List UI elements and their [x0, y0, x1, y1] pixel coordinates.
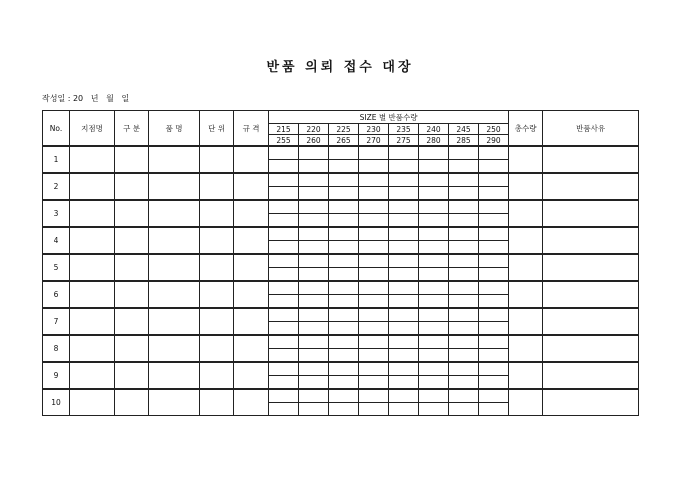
size-qty-cell[interactable] — [359, 308, 389, 322]
size-qty-cell[interactable] — [329, 214, 359, 228]
size-qty-cell[interactable] — [389, 281, 419, 295]
size-qty-cell[interactable] — [269, 214, 299, 228]
size-qty-cell[interactable] — [329, 362, 359, 376]
size-qty-cell[interactable] — [479, 389, 509, 403]
size-qty-cell[interactable] — [359, 160, 389, 174]
total-cell[interactable] — [509, 389, 543, 416]
size-qty-cell[interactable] — [299, 160, 329, 174]
size-qty-cell[interactable] — [449, 362, 479, 376]
product-cell[interactable] — [149, 389, 200, 416]
document-title: 반품 의뢰 접수 대장 — [266, 60, 414, 75]
size-header-cell: 290 — [479, 135, 509, 147]
size-qty-cell[interactable] — [389, 268, 419, 282]
size-qty-cell[interactable] — [269, 322, 299, 336]
size-qty-cell[interactable] — [419, 295, 449, 309]
size-qty-cell[interactable] — [389, 322, 419, 336]
size-qty-cell[interactable] — [449, 254, 479, 268]
size-qty-cell[interactable] — [299, 322, 329, 336]
size-qty-cell[interactable] — [389, 241, 419, 255]
division-cell[interactable] — [115, 173, 149, 200]
size-qty-cell[interactable] — [419, 254, 449, 268]
size-qty-cell[interactable] — [389, 376, 419, 390]
branch-cell[interactable] — [70, 200, 115, 227]
row-number: 5 — [43, 254, 70, 281]
size-qty-cell[interactable] — [479, 295, 509, 309]
size-qty-cell[interactable] — [269, 389, 299, 403]
size-qty-cell[interactable] — [329, 146, 359, 160]
size-qty-cell[interactable] — [299, 254, 329, 268]
size-qty-cell[interactable] — [479, 349, 509, 363]
size-qty-cell[interactable] — [359, 173, 389, 187]
size-qty-cell[interactable] — [329, 241, 359, 255]
unit-cell[interactable] — [200, 173, 234, 200]
size-qty-cell[interactable] — [419, 214, 449, 228]
size-qty-cell[interactable] — [299, 335, 329, 349]
size-qty-cell[interactable] — [449, 146, 479, 160]
size-qty-cell[interactable] — [329, 160, 359, 174]
ledger-body — [43, 146, 639, 416]
product-cell[interactable] — [149, 146, 200, 173]
size-qty-cell[interactable] — [359, 200, 389, 214]
row-number: 7 — [43, 308, 70, 335]
table-row — [43, 200, 639, 214]
spec-cell[interactable] — [234, 227, 269, 254]
size-qty-cell[interactable] — [269, 241, 299, 255]
total-cell[interactable] — [509, 254, 543, 281]
size-qty-cell[interactable] — [449, 173, 479, 187]
size-qty-cell[interactable] — [329, 389, 359, 403]
division-cell[interactable] — [115, 200, 149, 227]
size-qty-cell[interactable] — [359, 376, 389, 390]
size-header-cell: 265 — [329, 135, 359, 147]
size-qty-cell[interactable] — [389, 403, 419, 416]
size-qty-cell[interactable] — [479, 173, 509, 187]
size-qty-cell[interactable] — [479, 241, 509, 255]
size-qty-cell[interactable] — [479, 187, 509, 201]
division-cell[interactable] — [115, 146, 149, 173]
size-qty-cell[interactable] — [329, 200, 359, 214]
product-cell[interactable] — [149, 173, 200, 200]
size-qty-cell[interactable] — [449, 200, 479, 214]
header-unit: 단 위 — [200, 111, 234, 147]
spec-cell[interactable] — [234, 146, 269, 173]
row-number: 6 — [43, 281, 70, 308]
size-header-cell: 250 — [479, 124, 509, 135]
size-qty-cell[interactable] — [299, 403, 329, 416]
table-row — [43, 335, 639, 349]
size-qty-cell[interactable] — [269, 187, 299, 201]
size-qty-cell[interactable] — [449, 403, 479, 416]
size-qty-cell[interactable] — [299, 200, 329, 214]
size-qty-cell[interactable] — [449, 349, 479, 363]
size-qty-cell[interactable] — [419, 389, 449, 403]
size-qty-cell[interactable] — [389, 146, 419, 160]
size-qty-cell[interactable] — [419, 376, 449, 390]
size-header-cell: 230 — [359, 124, 389, 135]
row-number: 4 — [43, 227, 70, 254]
size-qty-cell[interactable] — [269, 362, 299, 376]
reason-cell[interactable] — [543, 173, 639, 200]
table-row — [43, 281, 639, 295]
size-qty-cell[interactable] — [329, 335, 359, 349]
size-qty-cell[interactable] — [299, 281, 329, 295]
total-cell[interactable] — [509, 146, 543, 173]
table-row — [43, 227, 639, 241]
size-qty-cell[interactable] — [359, 362, 389, 376]
size-qty-cell[interactable] — [269, 200, 299, 214]
header-division: 구 분 — [115, 111, 149, 147]
size-qty-cell[interactable] — [449, 227, 479, 241]
spec-cell[interactable] — [234, 389, 269, 416]
spec-cell[interactable] — [234, 308, 269, 335]
division-cell[interactable] — [115, 362, 149, 389]
size-qty-cell[interactable] — [329, 295, 359, 309]
unit-cell[interactable] — [200, 227, 234, 254]
size-header-cell: 280 — [419, 135, 449, 147]
size-qty-cell[interactable] — [299, 173, 329, 187]
spec-cell[interactable] — [234, 173, 269, 200]
branch-cell[interactable] — [70, 254, 115, 281]
table-row — [43, 308, 639, 322]
product-cell[interactable] — [149, 254, 200, 281]
size-qty-cell[interactable] — [419, 268, 449, 282]
branch-cell[interactable] — [70, 146, 115, 173]
size-qty-cell[interactable] — [479, 160, 509, 174]
size-qty-cell[interactable] — [419, 281, 449, 295]
size-qty-cell[interactable] — [419, 335, 449, 349]
size-qty-cell[interactable] — [479, 214, 509, 228]
table-row — [43, 389, 639, 403]
size-qty-cell[interactable] — [449, 214, 479, 228]
size-qty-cell[interactable] — [329, 281, 359, 295]
size-qty-cell[interactable] — [269, 295, 299, 309]
size-qty-cell[interactable] — [419, 160, 449, 174]
date-line: 작성일 : 20 년 월 일 — [42, 94, 130, 103]
size-qty-cell[interactable] — [359, 241, 389, 255]
branch-cell[interactable] — [70, 227, 115, 254]
size-qty-cell[interactable] — [479, 254, 509, 268]
spec-cell[interactable] — [234, 335, 269, 362]
row-number: 10 — [43, 389, 70, 416]
size-qty-cell[interactable] — [359, 295, 389, 309]
size-qty-cell[interactable] — [449, 160, 479, 174]
spec-cell[interactable] — [234, 362, 269, 389]
size-qty-cell[interactable] — [359, 187, 389, 201]
product-cell[interactable] — [149, 200, 200, 227]
size-qty-cell[interactable] — [269, 403, 299, 416]
unit-cell[interactable] — [200, 200, 234, 227]
unit-cell[interactable] — [200, 308, 234, 335]
size-header-cell: 275 — [389, 135, 419, 147]
size-qty-cell[interactable] — [269, 308, 299, 322]
size-qty-cell[interactable] — [329, 187, 359, 201]
size-qty-cell[interactable] — [359, 281, 389, 295]
size-qty-cell[interactable] — [359, 389, 389, 403]
size-qty-cell[interactable] — [329, 376, 359, 390]
size-qty-cell[interactable] — [299, 241, 329, 255]
size-qty-cell[interactable] — [389, 254, 419, 268]
total-cell[interactable] — [509, 173, 543, 200]
size-qty-cell[interactable] — [269, 335, 299, 349]
row-number: 3 — [43, 200, 70, 227]
size-qty-cell[interactable] — [389, 160, 419, 174]
size-qty-cell[interactable] — [449, 268, 479, 282]
reason-cell[interactable] — [543, 146, 639, 173]
size-qty-cell[interactable] — [299, 308, 329, 322]
size-qty-cell[interactable] — [359, 146, 389, 160]
size-qty-cell[interactable] — [269, 160, 299, 174]
size-qty-cell[interactable] — [269, 254, 299, 268]
unit-cell[interactable] — [200, 389, 234, 416]
total-cell[interactable] — [509, 335, 543, 362]
size-header-cell: 225 — [329, 124, 359, 135]
size-qty-cell[interactable] — [359, 254, 389, 268]
total-cell[interactable] — [509, 200, 543, 227]
branch-cell[interactable] — [70, 389, 115, 416]
size-qty-cell[interactable] — [329, 403, 359, 416]
size-header-cell: 285 — [449, 135, 479, 147]
size-qty-cell[interactable] — [419, 187, 449, 201]
size-qty-cell[interactable] — [479, 376, 509, 390]
size-qty-cell[interactable] — [269, 349, 299, 363]
size-qty-cell[interactable] — [389, 227, 419, 241]
size-qty-cell[interactable] — [479, 281, 509, 295]
size-qty-cell[interactable] — [449, 376, 479, 390]
size-qty-cell[interactable] — [299, 349, 329, 363]
branch-cell[interactable] — [70, 308, 115, 335]
size-qty-cell[interactable] — [359, 227, 389, 241]
size-qty-cell[interactable] — [299, 362, 329, 376]
size-header-cell: 270 — [359, 135, 389, 147]
reason-cell[interactable] — [543, 389, 639, 416]
division-cell[interactable] — [115, 281, 149, 308]
division-cell[interactable] — [115, 335, 149, 362]
reason-cell[interactable] — [543, 227, 639, 254]
size-qty-cell[interactable] — [449, 281, 479, 295]
size-qty-cell[interactable] — [449, 241, 479, 255]
branch-cell[interactable] — [70, 281, 115, 308]
table-row — [43, 254, 639, 268]
size-qty-cell[interactable] — [479, 268, 509, 282]
size-qty-cell[interactable] — [359, 214, 389, 228]
product-cell[interactable] — [149, 362, 200, 389]
size-qty-cell[interactable] — [299, 187, 329, 201]
return-request-table — [42, 110, 639, 416]
size-qty-cell[interactable] — [359, 403, 389, 416]
size-qty-cell[interactable] — [389, 295, 419, 309]
spec-cell[interactable] — [234, 281, 269, 308]
size-qty-cell[interactable] — [479, 227, 509, 241]
header-no: No. — [43, 111, 70, 147]
product-cell[interactable] — [149, 227, 200, 254]
size-qty-cell[interactable] — [269, 281, 299, 295]
row-number: 2 — [43, 173, 70, 200]
header-branch: 지점명 — [70, 111, 115, 147]
size-qty-cell[interactable] — [389, 200, 419, 214]
size-qty-cell[interactable] — [449, 308, 479, 322]
size-qty-cell[interactable] — [419, 227, 449, 241]
unit-cell[interactable] — [200, 281, 234, 308]
size-qty-cell[interactable] — [449, 322, 479, 336]
size-qty-cell[interactable] — [449, 187, 479, 201]
size-qty-cell[interactable] — [479, 362, 509, 376]
size-qty-cell[interactable] — [359, 268, 389, 282]
size-qty-cell[interactable] — [359, 349, 389, 363]
size-qty-cell[interactable] — [299, 146, 329, 160]
header-spec: 규 격 — [234, 111, 269, 147]
total-cell[interactable] — [509, 281, 543, 308]
reason-cell[interactable] — [543, 200, 639, 227]
unit-cell[interactable] — [200, 146, 234, 173]
size-qty-cell[interactable] — [329, 349, 359, 363]
size-qty-cell[interactable] — [269, 268, 299, 282]
product-cell[interactable] — [149, 281, 200, 308]
size-header-cell: 260 — [299, 135, 329, 147]
size-qty-cell[interactable] — [299, 376, 329, 390]
size-qty-cell[interactable] — [449, 295, 479, 309]
reason-cell[interactable] — [543, 281, 639, 308]
size-qty-cell[interactable] — [479, 146, 509, 160]
size-qty-cell[interactable] — [299, 295, 329, 309]
unit-cell[interactable] — [200, 362, 234, 389]
size-qty-cell[interactable] — [419, 241, 449, 255]
row-number: 8 — [43, 335, 70, 362]
size-qty-cell[interactable] — [449, 389, 479, 403]
size-qty-cell[interactable] — [389, 362, 419, 376]
size-qty-cell[interactable] — [269, 173, 299, 187]
size-qty-cell[interactable] — [419, 173, 449, 187]
reason-cell[interactable] — [543, 335, 639, 362]
size-qty-cell[interactable] — [299, 389, 329, 403]
table-row — [43, 362, 639, 376]
unit-cell[interactable] — [200, 335, 234, 362]
product-cell[interactable] — [149, 335, 200, 362]
size-qty-cell[interactable] — [419, 200, 449, 214]
division-cell[interactable] — [115, 227, 149, 254]
size-qty-cell[interactable] — [479, 403, 509, 416]
size-qty-cell[interactable] — [359, 335, 389, 349]
division-cell[interactable] — [115, 389, 149, 416]
size-qty-cell[interactable] — [419, 362, 449, 376]
reason-cell[interactable] — [543, 254, 639, 281]
branch-cell[interactable] — [70, 173, 115, 200]
size-qty-cell[interactable] — [359, 322, 389, 336]
size-qty-cell[interactable] — [269, 146, 299, 160]
size-header-cell: 240 — [419, 124, 449, 135]
size-header-cell: 235 — [389, 124, 419, 135]
size-qty-cell[interactable] — [329, 322, 359, 336]
header-size-group: SIZE 별 반품수량 — [269, 111, 509, 124]
size-qty-cell[interactable] — [389, 389, 419, 403]
size-qty-cell[interactable] — [419, 349, 449, 363]
table-row — [43, 173, 639, 187]
size-qty-cell[interactable] — [449, 335, 479, 349]
header-reason: 반품사유 — [543, 111, 639, 147]
product-cell[interactable] — [149, 308, 200, 335]
size-qty-cell[interactable] — [299, 214, 329, 228]
size-qty-cell[interactable] — [329, 308, 359, 322]
size-qty-cell[interactable] — [329, 254, 359, 268]
division-cell[interactable] — [115, 308, 149, 335]
row-number: 1 — [43, 146, 70, 173]
size-qty-cell[interactable] — [389, 187, 419, 201]
size-header-cell: 245 — [449, 124, 479, 135]
size-qty-cell[interactable] — [329, 227, 359, 241]
total-cell[interactable] — [509, 227, 543, 254]
division-cell[interactable] — [115, 254, 149, 281]
header-product: 품 명 — [149, 111, 200, 147]
size-qty-cell[interactable] — [389, 349, 419, 363]
size-qty-cell[interactable] — [269, 376, 299, 390]
size-qty-cell[interactable] — [479, 308, 509, 322]
size-qty-cell[interactable] — [419, 403, 449, 416]
size-qty-cell[interactable] — [389, 173, 419, 187]
size-header-cell: 215 — [269, 124, 299, 135]
branch-cell[interactable] — [70, 362, 115, 389]
size-header-cell: 220 — [299, 124, 329, 135]
total-cell[interactable] — [509, 308, 543, 335]
size-header-cell: 255 — [269, 135, 299, 147]
size-qty-cell[interactable] — [479, 200, 509, 214]
size-qty-cell[interactable] — [479, 322, 509, 336]
header-total: 총수량 — [509, 111, 543, 147]
size-qty-cell[interactable] — [269, 227, 299, 241]
spec-cell[interactable] — [234, 254, 269, 281]
row-number: 9 — [43, 362, 70, 389]
unit-cell[interactable] — [200, 254, 234, 281]
size-qty-cell[interactable] — [419, 146, 449, 160]
size-qty-cell[interactable] — [389, 308, 419, 322]
reason-cell[interactable] — [543, 362, 639, 389]
size-qty-cell[interactable] — [479, 335, 509, 349]
total-cell[interactable] — [509, 362, 543, 389]
size-qty-cell[interactable] — [419, 308, 449, 322]
branch-cell[interactable] — [70, 335, 115, 362]
size-qty-cell[interactable] — [299, 268, 329, 282]
size-qty-cell[interactable] — [299, 227, 329, 241]
reason-cell[interactable] — [543, 308, 639, 335]
size-qty-cell[interactable] — [329, 268, 359, 282]
size-qty-cell[interactable] — [329, 173, 359, 187]
size-qty-cell[interactable] — [389, 214, 419, 228]
spec-cell[interactable] — [234, 200, 269, 227]
size-qty-cell[interactable] — [419, 322, 449, 336]
table-row — [43, 146, 639, 160]
size-qty-cell[interactable] — [389, 335, 419, 349]
